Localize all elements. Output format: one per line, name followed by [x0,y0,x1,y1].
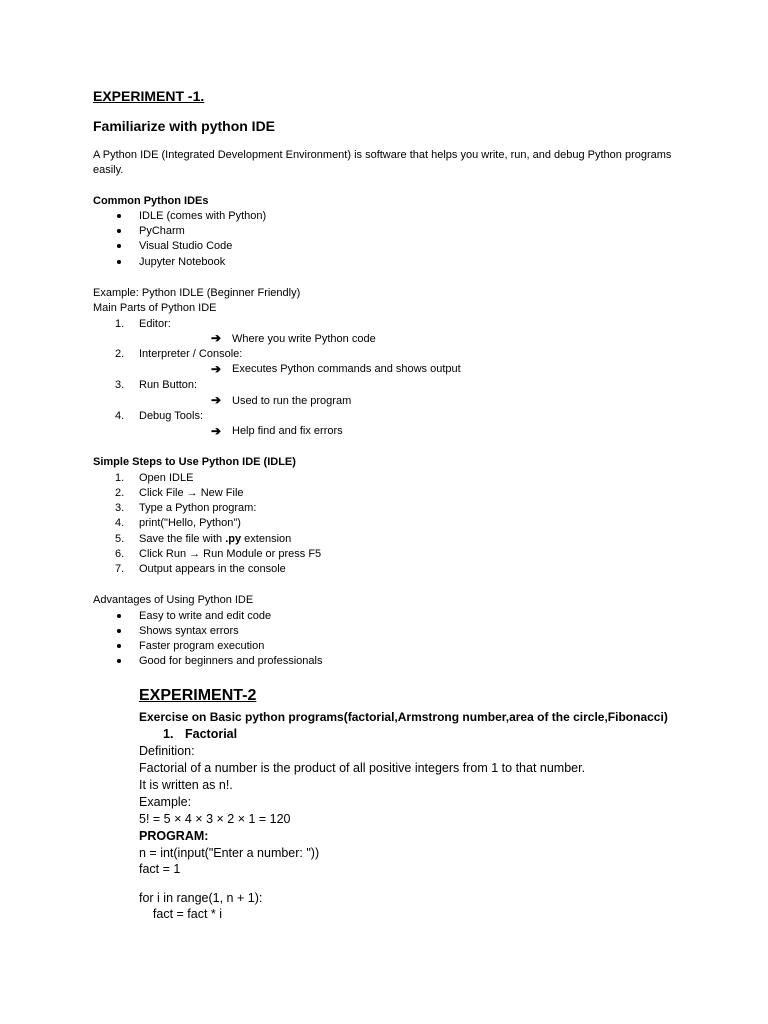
code-line: for i in range(1, n + 1): [139,891,263,905]
experiment-2-title: EXPERIMENT-2 [139,687,257,704]
list-item: Jupyter Notebook [139,256,226,268]
bullet-icon [117,214,121,218]
bullet-icon [117,629,121,633]
list-number: 7. [115,563,125,575]
experiment-1-title: EXPERIMENT -1. [93,88,205,104]
section-number: 1. [163,727,174,741]
intro-line-1: A Python IDE (Integrated Development Environment) is software that helps you write, run, and debug Python programs [93,149,672,161]
list-item: IDLE (comes with Python) [139,210,267,222]
list-item: PyCharm [139,225,185,237]
experiment-1-subtitle: Familiarize with python IDE [93,118,276,134]
bullet-icon [117,229,121,233]
bullet-icon [117,644,121,648]
definition-notation: It is written as n!. [139,778,233,792]
bullet-icon [117,659,121,663]
arrow-right-icon: ➔ [211,331,222,345]
program-label: PROGRAM: [139,829,209,843]
list-number: 2. [115,348,125,360]
advantages-heading: Advantages of Using Python IDE [93,594,254,606]
list-item: Faster program execution [139,640,265,652]
list-item: Good for beginners and professionals [139,655,323,667]
common-ides-heading: Common Python IDEs [93,195,209,207]
arrow-right-icon: ➔ [211,424,222,438]
example-text: 5! = 5 × 4 × 3 × 2 × 1 = 120 [139,812,291,826]
definition-text: Factorial of a number is the product of all positive integers from 1 to that number. [139,761,586,775]
part-description: Executes Python commands and shows output [232,363,461,375]
part-label: Editor: [139,318,171,330]
step-text: Type a Python program: [139,502,257,514]
list-number: 6. [115,548,125,560]
step-text: print("Hello, Python") [139,517,241,529]
step-text: Open IDLE [139,472,194,484]
intro-line-2: easily. [93,164,124,176]
step-text: Save the file with .py extension [139,533,292,545]
part-description: Where you write Python code [232,333,376,345]
list-item: Shows syntax errors [139,625,239,637]
bullet-icon [117,260,121,264]
experiment-2-subtitle: Exercise on Basic python programs(factorial,Armstrong number,area of the circle,Fibonacci) [139,710,668,724]
arrow-right-icon: ➔ [211,393,222,407]
list-item: Easy to write and edit code [139,610,272,622]
step-text: Output appears in the console [139,563,286,575]
section-title: Factorial [185,727,238,741]
list-number: 4. [115,517,125,529]
list-number: 5. [115,533,125,545]
part-label: Run Button: [139,379,198,391]
code-line: n = int(input("Enter a number: ")) [139,846,320,860]
step-text: Click File → New File [139,487,244,499]
list-number: 3. [115,502,125,514]
bullet-icon [117,244,121,248]
list-number: 3. [115,379,125,391]
list-item: Visual Studio Code [139,240,233,252]
list-number: 4. [115,410,125,422]
list-number: 1. [115,472,125,484]
part-label: Debug Tools: [139,410,204,422]
steps-heading: Simple Steps to Use Python IDE (IDLE) [93,456,296,468]
list-number: 2. [115,487,125,499]
list-number: 1. [115,318,125,330]
definition-label: Definition: [139,744,195,758]
step-text: Click Run → Run Module or press F5 [139,548,322,560]
part-description: Used to run the program [232,395,352,407]
part-description: Help find and fix errors [232,425,343,437]
example-line: Example: Python IDLE (Beginner Friendly) [93,287,301,299]
part-label: Interpreter / Console: [139,348,243,360]
parts-heading: Main Parts of Python IDE [93,302,217,314]
example-label: Example: [139,795,192,809]
code-line: fact = 1 [139,862,181,876]
arrow-right-icon: ➔ [211,362,222,376]
bullet-icon [117,614,121,618]
code-line: fact = fact * i [139,907,223,921]
